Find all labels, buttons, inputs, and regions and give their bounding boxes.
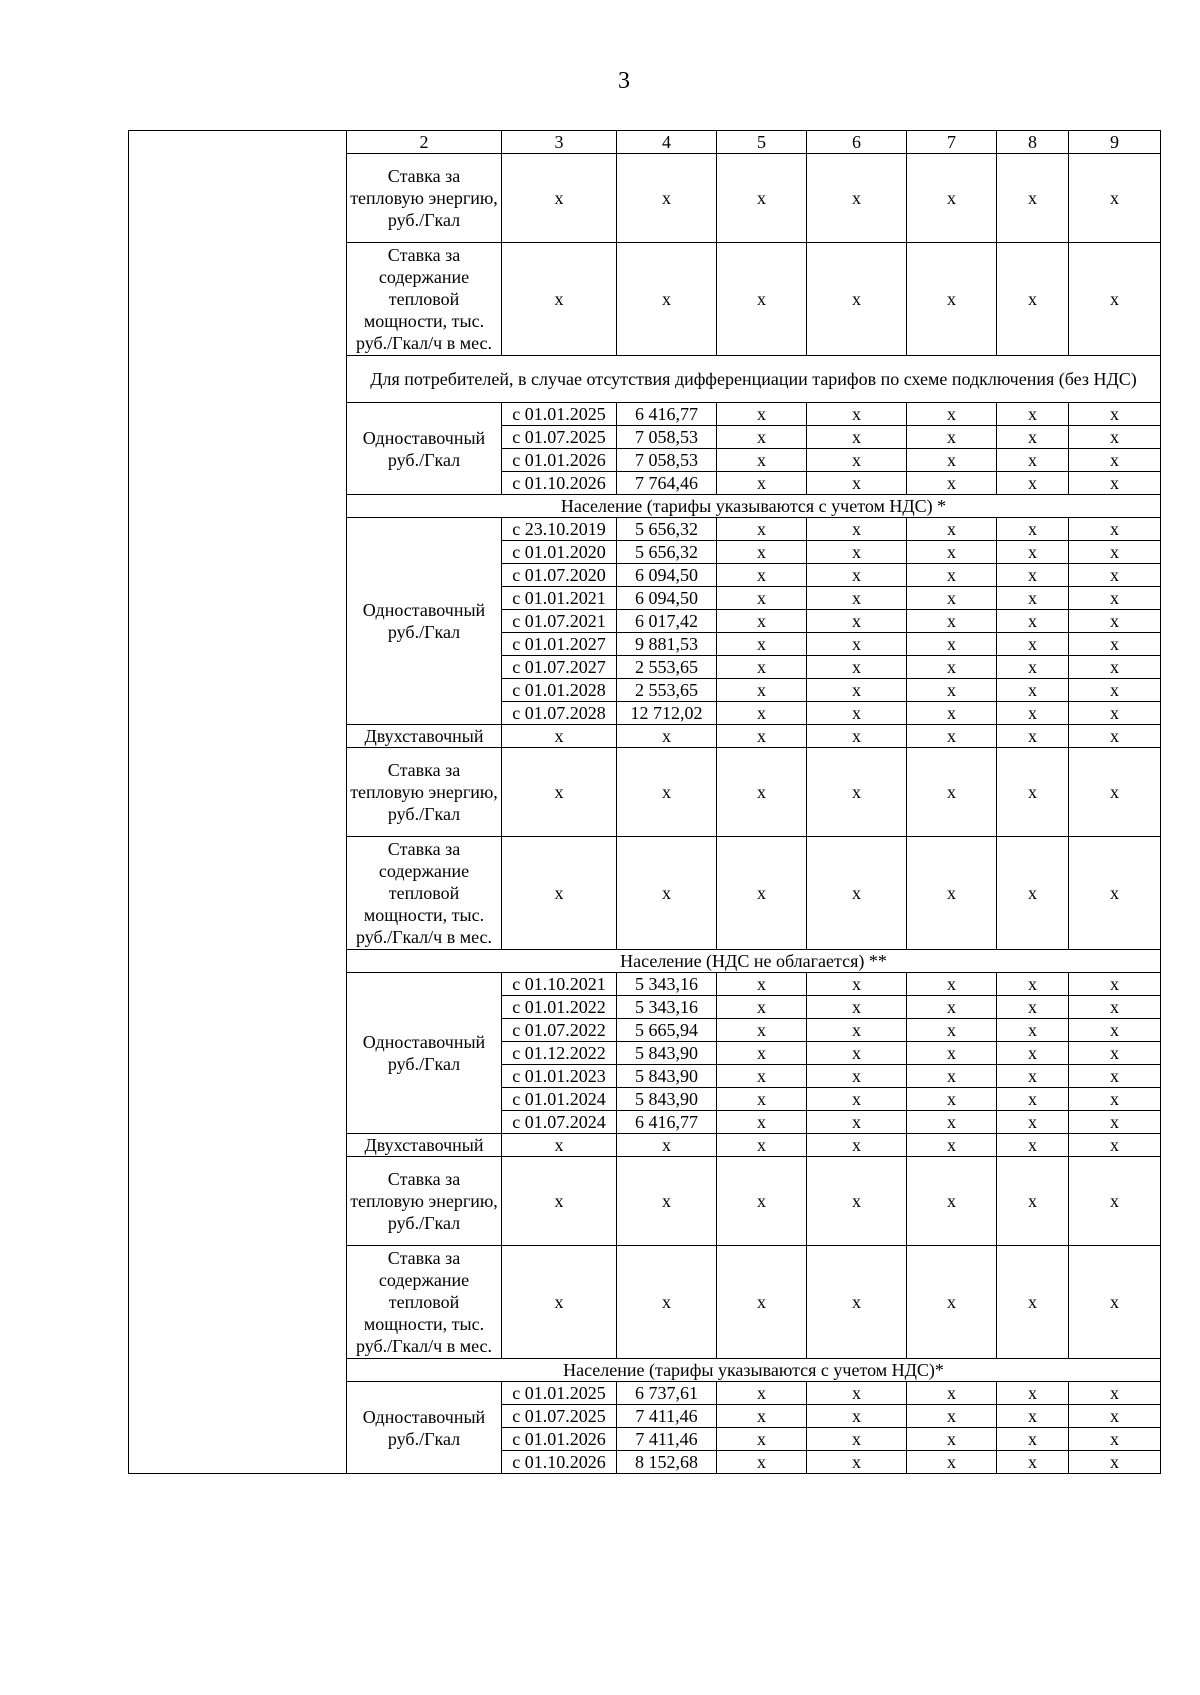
tariff-value-cell: 9 881,53 xyxy=(617,633,717,656)
x-cell: x xyxy=(502,1157,617,1246)
x-cell: x xyxy=(807,1428,907,1451)
x-cell: x xyxy=(997,472,1069,495)
x-cell: x xyxy=(717,725,807,748)
x-cell: x xyxy=(997,564,1069,587)
date-cell: с 01.01.2021 xyxy=(502,587,617,610)
x-cell: x xyxy=(997,1111,1069,1134)
x-cell: x xyxy=(1069,243,1161,356)
x-cell: x xyxy=(717,1451,807,1474)
tariff-value-cell: 7 058,53 xyxy=(617,449,717,472)
x-cell: x xyxy=(997,837,1069,950)
x-cell: x xyxy=(717,154,807,243)
x-cell: x xyxy=(907,610,997,633)
x-cell: x xyxy=(1069,587,1161,610)
column-header: 2 xyxy=(347,131,502,154)
x-cell: x xyxy=(502,243,617,356)
x-cell: x xyxy=(1069,1382,1161,1405)
x-cell: x xyxy=(807,1405,907,1428)
single-rate-label: Одноставочный руб./Гкал xyxy=(347,1382,502,1474)
x-cell: x xyxy=(1069,472,1161,495)
section-header: Для потребителей, в случае отсутствия дифференциации тарифов по схеме подключения (без НДС) xyxy=(347,356,1161,403)
x-cell: x xyxy=(1069,973,1161,996)
x-cell: x xyxy=(997,748,1069,837)
x-cell: x xyxy=(907,633,997,656)
single-rate-label: Одноставочный руб./Гкал xyxy=(347,518,502,725)
x-cell: x xyxy=(717,1405,807,1428)
x-cell: x xyxy=(997,518,1069,541)
x-cell: x xyxy=(907,541,997,564)
x-cell: x xyxy=(807,748,907,837)
x-cell: x xyxy=(717,1246,807,1359)
page-number: 3 xyxy=(618,68,630,94)
x-cell: x xyxy=(717,1111,807,1134)
date-cell: с 01.07.2025 xyxy=(502,426,617,449)
x-cell: x xyxy=(807,518,907,541)
x-cell: x xyxy=(907,1065,997,1088)
table-row xyxy=(129,131,1161,154)
x-cell: x xyxy=(717,610,807,633)
x-cell: x xyxy=(997,541,1069,564)
x-cell: x xyxy=(907,973,997,996)
date-cell: с 01.07.2024 xyxy=(502,1111,617,1134)
x-cell: x xyxy=(907,748,997,837)
x-cell: x xyxy=(997,1134,1069,1157)
x-cell: x xyxy=(1069,633,1161,656)
x-cell: x xyxy=(1069,1428,1161,1451)
x-cell: x xyxy=(1069,564,1161,587)
x-cell: x xyxy=(502,1134,617,1157)
x-cell: x xyxy=(717,564,807,587)
x-cell: x xyxy=(907,472,997,495)
x-cell: x xyxy=(1069,748,1161,837)
x-cell: x xyxy=(1069,1134,1161,1157)
x-cell: x xyxy=(997,1065,1069,1088)
x-cell: x xyxy=(1069,154,1161,243)
x-cell: x xyxy=(807,610,907,633)
x-cell: x xyxy=(807,633,907,656)
x-cell: x xyxy=(807,403,907,426)
date-cell: с 01.10.2021 xyxy=(502,973,617,996)
x-cell: x xyxy=(807,426,907,449)
column-header: 8 xyxy=(997,131,1069,154)
x-cell: x xyxy=(997,1042,1069,1065)
x-cell: x xyxy=(907,403,997,426)
x-cell: x xyxy=(1069,403,1161,426)
x-cell: x xyxy=(997,154,1069,243)
x-cell: x xyxy=(1069,426,1161,449)
heat_rate-label: Ставка за тепловую энергию, руб./Гкал xyxy=(347,748,502,837)
x-cell: x xyxy=(907,587,997,610)
tariff-value-cell: 5 656,32 xyxy=(617,518,717,541)
date-cell: с 01.07.2025 xyxy=(502,1405,617,1428)
x-cell: x xyxy=(807,587,907,610)
x-cell: x xyxy=(1069,1042,1161,1065)
tariff-value-cell: 5 843,90 xyxy=(617,1042,717,1065)
x-cell: x xyxy=(1069,1111,1161,1134)
x-cell: x xyxy=(997,656,1069,679)
tariff-value-cell: 2 553,65 xyxy=(617,679,717,702)
x-cell: x xyxy=(807,154,907,243)
column-header: 9 xyxy=(1069,131,1161,154)
date-cell: с 01.07.2027 xyxy=(502,656,617,679)
x-cell: x xyxy=(807,1042,907,1065)
x-cell: x xyxy=(907,518,997,541)
date-cell: с 01.10.2026 xyxy=(502,472,617,495)
x-cell: x xyxy=(997,1157,1069,1246)
x-cell: x xyxy=(807,973,907,996)
x-cell: x xyxy=(807,1451,907,1474)
x-cell: x xyxy=(997,725,1069,748)
tariff-value-cell: 6 094,50 xyxy=(617,587,717,610)
date-cell: с 01.01.2023 xyxy=(502,1065,617,1088)
two-rate-label: Двухставочный xyxy=(347,725,502,748)
x-cell: x xyxy=(1069,449,1161,472)
x-cell: x xyxy=(1069,702,1161,725)
x-cell: x xyxy=(717,1042,807,1065)
heat_rate-label: Ставка за тепловую энергию, руб./Гкал xyxy=(347,1157,502,1246)
x-cell: x xyxy=(907,154,997,243)
x-cell: x xyxy=(997,633,1069,656)
date-cell: с 23.10.2019 xyxy=(502,518,617,541)
tariff-value-cell: 5 656,32 xyxy=(617,541,717,564)
x-cell: x xyxy=(617,243,717,356)
x-cell: x xyxy=(997,403,1069,426)
x-cell: x xyxy=(502,748,617,837)
x-cell: x xyxy=(717,702,807,725)
x-cell: x xyxy=(717,587,807,610)
x-cell: x xyxy=(907,449,997,472)
x-cell: x xyxy=(807,564,907,587)
tariff-value-cell: 2 553,65 xyxy=(617,656,717,679)
section-header: Население (НДС не облагается) ** xyxy=(347,950,1161,973)
x-cell: x xyxy=(1069,1065,1161,1088)
x-cell: x xyxy=(907,1405,997,1428)
date-cell: с 01.01.2026 xyxy=(502,449,617,472)
x-cell: x xyxy=(1069,518,1161,541)
x-cell: x xyxy=(807,679,907,702)
x-cell: x xyxy=(807,656,907,679)
x-cell: x xyxy=(717,656,807,679)
x-cell: x xyxy=(1069,996,1161,1019)
tariff-value-cell: 7 411,46 xyxy=(617,1405,717,1428)
date-cell: с 01.01.2025 xyxy=(502,403,617,426)
section-header: Население (тарифы указываются с учетом НДС) * xyxy=(347,495,1161,518)
single-rate-label: Одноставочный руб./Гкал xyxy=(347,403,502,495)
x-cell: x xyxy=(807,996,907,1019)
x-cell: x xyxy=(807,1246,907,1359)
x-cell: x xyxy=(807,837,907,950)
x-cell: x xyxy=(807,1088,907,1111)
x-cell: x xyxy=(1069,1451,1161,1474)
x-cell: x xyxy=(997,1019,1069,1042)
x-cell: x xyxy=(807,472,907,495)
x-cell: x xyxy=(997,1088,1069,1111)
tariff-value-cell: 5 343,16 xyxy=(617,996,717,1019)
x-cell: x xyxy=(717,633,807,656)
x-cell: x xyxy=(807,1382,907,1405)
x-cell: x xyxy=(997,610,1069,633)
x-cell: x xyxy=(717,1088,807,1111)
x-cell: x xyxy=(907,702,997,725)
tariff-value-cell: 7 764,46 xyxy=(617,472,717,495)
x-cell: x xyxy=(717,837,807,950)
x-cell: x xyxy=(1069,610,1161,633)
x-cell: x xyxy=(997,243,1069,356)
x-cell: x xyxy=(717,403,807,426)
x-cell: x xyxy=(1069,656,1161,679)
x-cell: x xyxy=(907,1134,997,1157)
heat_rate-label: Ставка за тепловую энергию, руб./Гкал xyxy=(347,154,502,243)
tariff-value-cell: 5 843,90 xyxy=(617,1065,717,1088)
x-cell: x xyxy=(907,1042,997,1065)
x-cell: x xyxy=(717,1157,807,1246)
x-cell: x xyxy=(1069,1405,1161,1428)
date-cell: с 01.07.2028 xyxy=(502,702,617,725)
x-cell: x xyxy=(617,1246,717,1359)
x-cell: x xyxy=(617,1134,717,1157)
x-cell: x xyxy=(997,1246,1069,1359)
tariff-value-cell: 5 343,16 xyxy=(617,973,717,996)
x-cell: x xyxy=(907,1157,997,1246)
x-cell: x xyxy=(1069,1246,1161,1359)
tariff-value-cell: 7 411,46 xyxy=(617,1428,717,1451)
x-cell: x xyxy=(502,154,617,243)
x-cell: x xyxy=(807,1111,907,1134)
x-cell: x xyxy=(617,154,717,243)
x-cell: x xyxy=(717,243,807,356)
x-cell: x xyxy=(717,1065,807,1088)
x-cell: x xyxy=(907,1382,997,1405)
x-cell: x xyxy=(907,679,997,702)
x-cell: x xyxy=(717,426,807,449)
capacity_rate-label: Ставка за содержание тепловой мощности, тыс. руб./Гкал/ч в мес. xyxy=(347,837,502,950)
date-cell: с 01.01.2025 xyxy=(502,1382,617,1405)
x-cell: x xyxy=(807,541,907,564)
col1-merged-cell xyxy=(129,131,347,1474)
date-cell: с 01.01.2020 xyxy=(502,541,617,564)
x-cell: x xyxy=(1069,837,1161,950)
x-cell: x xyxy=(997,426,1069,449)
x-cell: x xyxy=(1069,679,1161,702)
x-cell: x xyxy=(997,587,1069,610)
date-cell: с 01.07.2021 xyxy=(502,610,617,633)
x-cell: x xyxy=(907,1451,997,1474)
x-cell: x xyxy=(502,1246,617,1359)
x-cell: x xyxy=(997,679,1069,702)
column-header: 7 xyxy=(907,131,997,154)
tariff-value-cell: 12 712,02 xyxy=(617,702,717,725)
x-cell: x xyxy=(717,541,807,564)
date-cell: с 01.10.2026 xyxy=(502,1451,617,1474)
x-cell: x xyxy=(717,1019,807,1042)
x-cell: x xyxy=(907,725,997,748)
x-cell: x xyxy=(997,996,1069,1019)
x-cell: x xyxy=(907,1019,997,1042)
tariff-value-cell: 8 152,68 xyxy=(617,1451,717,1474)
x-cell: x xyxy=(907,243,997,356)
x-cell: x xyxy=(1069,1088,1161,1111)
x-cell: x xyxy=(717,679,807,702)
x-cell: x xyxy=(617,748,717,837)
x-cell: x xyxy=(807,1065,907,1088)
x-cell: x xyxy=(1069,725,1161,748)
two-rate-label: Двухставочный xyxy=(347,1134,502,1157)
x-cell: x xyxy=(907,1428,997,1451)
x-cell: x xyxy=(717,518,807,541)
x-cell: x xyxy=(717,973,807,996)
x-cell: x xyxy=(907,656,997,679)
x-cell: x xyxy=(617,837,717,950)
x-cell: x xyxy=(717,472,807,495)
date-cell: с 01.01.2024 xyxy=(502,1088,617,1111)
x-cell: x xyxy=(907,996,997,1019)
column-header: 5 xyxy=(717,131,807,154)
x-cell: x xyxy=(502,725,617,748)
x-cell: x xyxy=(997,973,1069,996)
x-cell: x xyxy=(807,243,907,356)
x-cell: x xyxy=(997,702,1069,725)
x-cell: x xyxy=(997,449,1069,472)
x-cell: x xyxy=(617,725,717,748)
tariff-table xyxy=(128,130,1161,1474)
x-cell: x xyxy=(997,1382,1069,1405)
date-cell: с 01.07.2020 xyxy=(502,564,617,587)
date-cell: с 01.01.2028 xyxy=(502,679,617,702)
x-cell: x xyxy=(807,1019,907,1042)
x-cell: x xyxy=(807,449,907,472)
date-cell: с 01.01.2026 xyxy=(502,1428,617,1451)
x-cell: x xyxy=(717,1382,807,1405)
section-header: Население (тарифы указываются с учетом НДС)* xyxy=(347,1359,1161,1382)
x-cell: x xyxy=(717,996,807,1019)
x-cell: x xyxy=(717,449,807,472)
tariff-value-cell: 6 416,77 xyxy=(617,1111,717,1134)
x-cell: x xyxy=(807,1134,907,1157)
column-header: 3 xyxy=(502,131,617,154)
capacity_rate-label: Ставка за содержание тепловой мощности, тыс. руб./Гкал/ч в мес. xyxy=(347,1246,502,1359)
column-header: 6 xyxy=(807,131,907,154)
x-cell: x xyxy=(907,564,997,587)
date-cell: с 01.07.2022 xyxy=(502,1019,617,1042)
tariff-value-cell: 6 737,61 xyxy=(617,1382,717,1405)
tariff-value-cell: 5 843,90 xyxy=(617,1088,717,1111)
x-cell: x xyxy=(997,1451,1069,1474)
date-cell: с 01.01.2022 xyxy=(502,996,617,1019)
tariff-value-cell: 6 094,50 xyxy=(617,564,717,587)
tariff-value-cell: 7 058,53 xyxy=(617,426,717,449)
capacity_rate-label: Ставка за содержание тепловой мощности, тыс. руб./Гкал/ч в мес. xyxy=(347,243,502,356)
x-cell: x xyxy=(1069,1019,1161,1042)
tariff-value-cell: 6 416,77 xyxy=(617,403,717,426)
date-cell: с 01.12.2022 xyxy=(502,1042,617,1065)
x-cell: x xyxy=(907,837,997,950)
x-cell: x xyxy=(502,837,617,950)
column-header: 4 xyxy=(617,131,717,154)
x-cell: x xyxy=(1069,541,1161,564)
x-cell: x xyxy=(907,1111,997,1134)
x-cell: x xyxy=(717,1134,807,1157)
single-rate-label: Одноставочный руб./Гкал xyxy=(347,973,502,1134)
x-cell: x xyxy=(807,1157,907,1246)
tariff-value-cell: 6 017,42 xyxy=(617,610,717,633)
x-cell: x xyxy=(1069,1157,1161,1246)
tariff-value-cell: 5 665,94 xyxy=(617,1019,717,1042)
x-cell: x xyxy=(997,1405,1069,1428)
x-cell: x xyxy=(617,1157,717,1246)
date-cell: с 01.01.2027 xyxy=(502,633,617,656)
x-cell: x xyxy=(807,725,907,748)
x-cell: x xyxy=(907,1088,997,1111)
x-cell: x xyxy=(907,426,997,449)
x-cell: x xyxy=(717,1428,807,1451)
x-cell: x xyxy=(717,748,807,837)
x-cell: x xyxy=(907,1246,997,1359)
x-cell: x xyxy=(807,702,907,725)
x-cell: x xyxy=(997,1428,1069,1451)
